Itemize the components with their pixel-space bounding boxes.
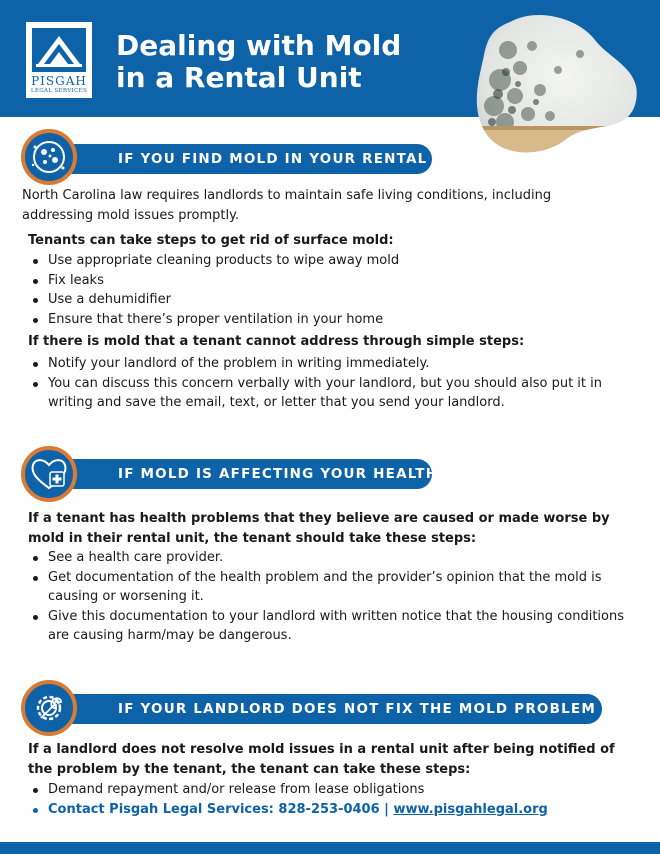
contact-line <box>28 800 632 820</box>
gear-wrench-icon <box>21 680 77 736</box>
section2-heading <box>58 459 439 489</box>
list-item: Use appropriate cleaning products to wipe away mold <box>28 251 628 271</box>
notify-steps <box>28 354 632 413</box>
section3-intro: If a landlord does not resolve mold issues in a rental unit after being notified of the problem by the tenant, the tenant can take these steps: <box>28 742 615 777</box>
heart-health-icon <box>21 446 77 502</box>
list-item: Give this documentation to your landlord with written notice that the housing conditions are causing harm/may be dangerous. <box>28 607 632 646</box>
title-line-1: Dealing with Mold <box>116 29 402 62</box>
logo-subtitle: LEGAL SERVICES <box>30 88 88 94</box>
mold-spores-icon <box>21 129 77 185</box>
notify-heading: If there is mold that a tenant cannot address through simple steps: <box>28 334 525 349</box>
section2-heading-text: IF MOLD IS AFFECTING YOUR HEALTH <box>118 466 439 482</box>
list-item: Use a dehumidifier <box>28 290 628 310</box>
list-item: You can discuss this concern verbally with your landlord, but you should also put it in writing and save the email, text, or letter that you send your landlord. <box>28 374 632 413</box>
health-steps <box>28 548 632 646</box>
list-item: Fix leaks <box>28 271 628 291</box>
section3-heading <box>58 694 602 724</box>
website-link[interactable]: www.pisgahlegal.org <box>393 801 548 817</box>
surface-mold-heading: Tenants can take steps to get rid of surface mold: <box>28 233 394 248</box>
page-title <box>116 30 401 94</box>
section1-heading <box>58 144 432 174</box>
section3-heading-text: IF YOUR LANDLORD DOES NOT FIX THE MOLD PROBLEM <box>118 701 596 717</box>
list-item: See a health care provider. <box>28 548 632 568</box>
section1-heading-text: IF YOU FIND MOLD IN YOUR RENTAL <box>118 151 428 167</box>
pisgah-logo <box>26 22 92 98</box>
list-item: Ensure that there’s proper ventilation in your home <box>28 310 628 330</box>
section1-intro-line1: North Carolina law requires landlords to maintain safe living conditions, including <box>22 188 552 203</box>
list-item: Get documentation of the health problem and the provider’s opinion that the mold is causing or worsening it. <box>28 568 632 607</box>
surface-mold-steps <box>28 251 628 329</box>
list-item: Demand repayment and/or release from lease obligations <box>28 780 632 800</box>
contact-text: Contact Pisgah Legal Services: 828-253-0406 | <box>48 801 394 817</box>
list-item: Notify your landlord of the problem in writing immediately. <box>28 354 632 374</box>
section2-intro: If a tenant has health problems that they believe are caused or made worse by mold in their rental unit, the tenant should take these steps: <box>28 511 610 546</box>
title-line-2: in a Rental Unit <box>116 61 362 94</box>
footer-bar <box>0 842 660 854</box>
landlord-steps <box>28 780 632 819</box>
section1-intro-line2: addressing mold issues promptly. <box>22 207 240 223</box>
logo-name: PISGAH <box>31 74 87 88</box>
mountain-logo-icon <box>32 28 86 72</box>
section1-intro <box>22 186 642 225</box>
mold-wall-photo <box>470 10 640 158</box>
